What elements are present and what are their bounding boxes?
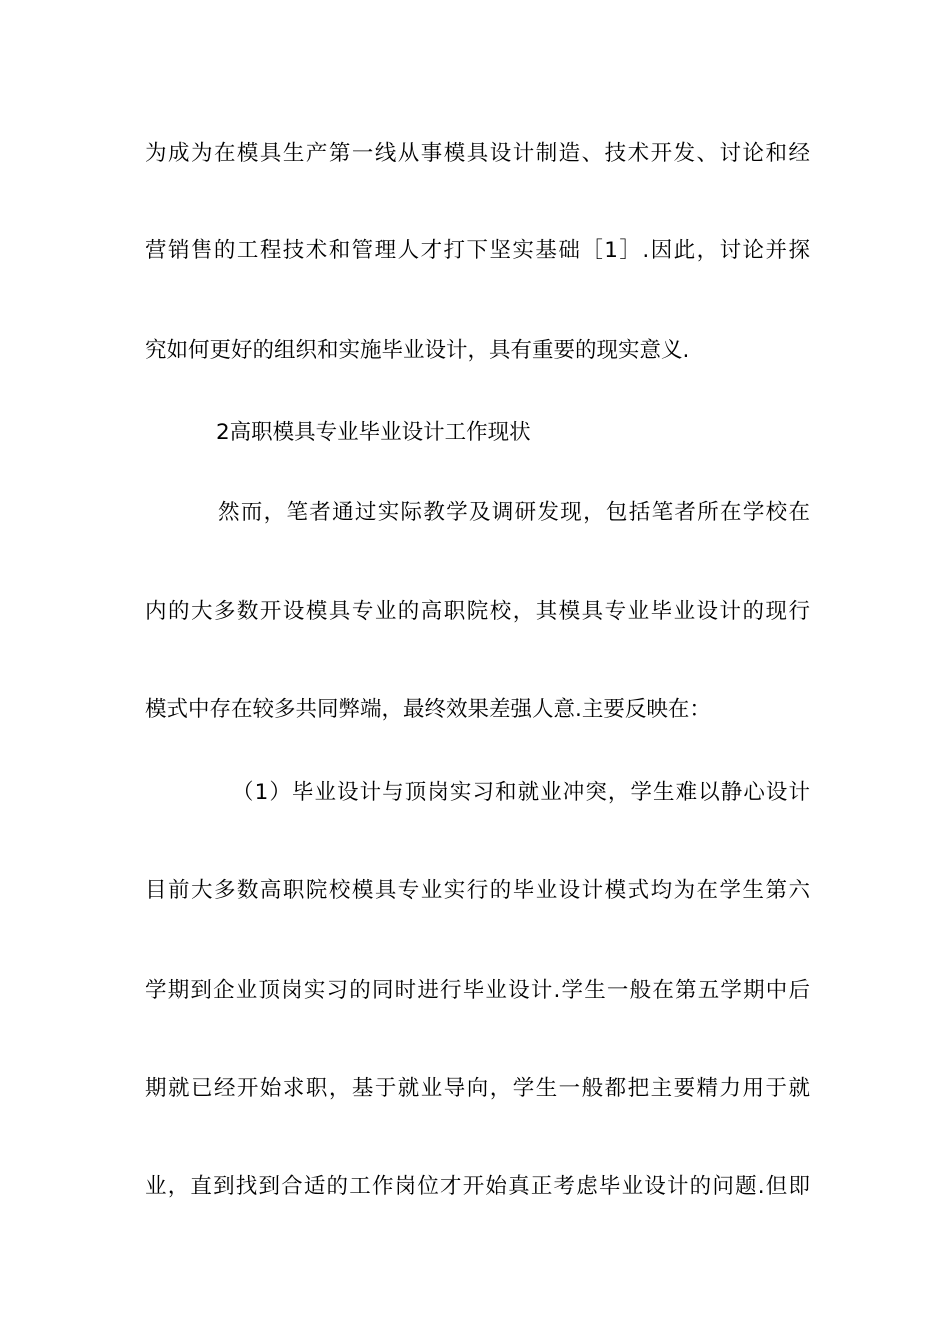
subheading-item-1: （1）毕业设计与顶岗实习和就业冲突，学生难以静心设计 (232, 780, 810, 805)
paragraph-line-8: 学期到企业顶岗实习的同时进行毕业设计.学生一般在第五学期中后 (145, 978, 810, 1003)
paragraph-line-10: 业，直到找到合适的工作岗位才开始真正考虑毕业设计的问题.但即 (145, 1174, 810, 1199)
paragraph-line-7: 目前大多数高职院校模具专业实行的毕业设计模式均为在学生第六 (145, 878, 810, 903)
section-heading: 2高职模具专业毕业设计工作现状 (216, 420, 531, 445)
paragraph-line-9: 期就已经开始求职，基于就业导向，学生一般都把主要精力用于就 (145, 1076, 810, 1101)
paragraph-line-4: 然而，笔者通过实际教学及调研发现，包括笔者所在学校在 (218, 500, 810, 525)
paragraph-line-5: 内的大多数开设模具专业的高职院校，其模具专业毕业设计的现行 (145, 599, 810, 624)
paragraph-line-6: 模式中存在较多共同弊端，最终效果差强人意.主要反映在： (145, 697, 711, 722)
paragraph-line-3: 究如何更好的组织和实施毕业设计，具有重要的现实意义. (145, 338, 690, 363)
paragraph-line-1: 为成为在模具生产第一线从事模具设计制造、技术开发、讨论和经 (145, 141, 810, 166)
paragraph-line-2: 营销售的工程技术和管理人才打下坚实基础［1］.因此，讨论并探 (145, 238, 810, 263)
